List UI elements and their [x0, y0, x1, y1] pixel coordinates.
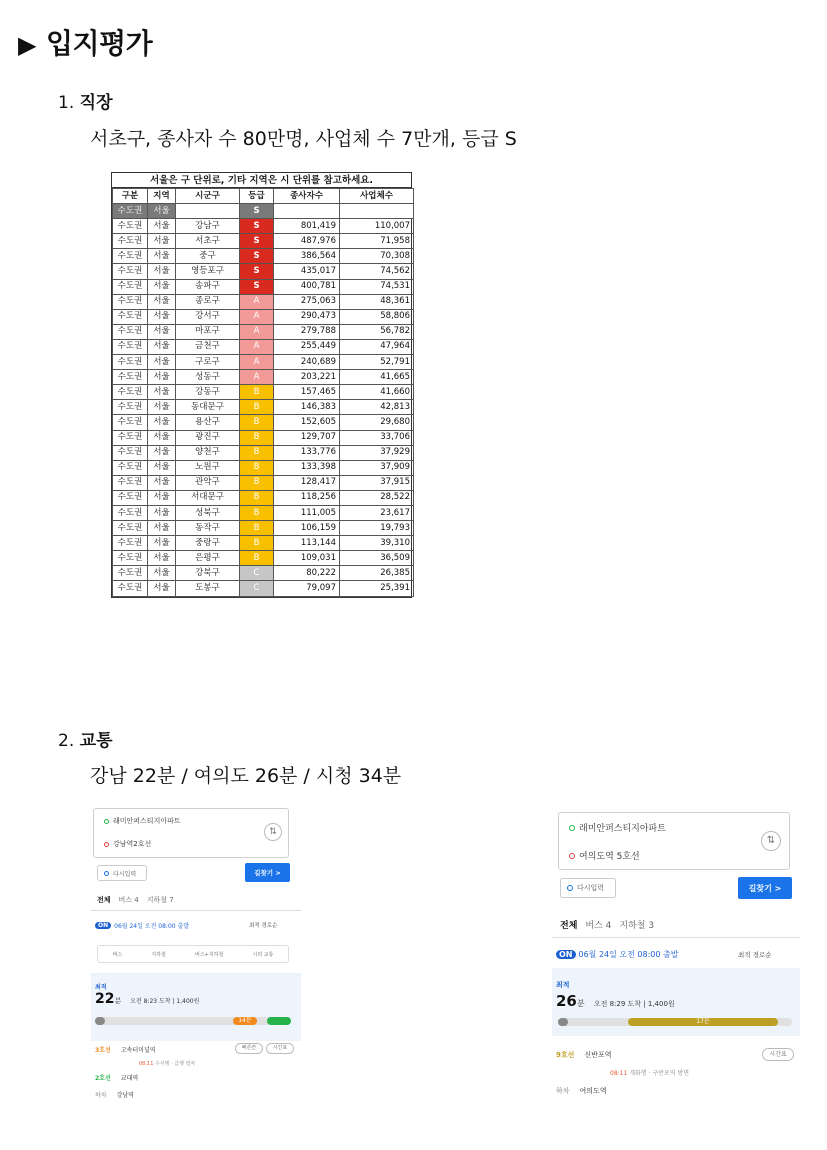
walk-segment: [558, 1018, 568, 1026]
table-cell: 수도권: [113, 400, 148, 415]
table-row: [113, 294, 414, 309]
table-cell: 수도권: [113, 219, 148, 234]
mode-intercity[interactable]: 시외 교통: [252, 951, 274, 958]
table-cell: 58,806: [340, 309, 414, 324]
table-row: [113, 324, 414, 339]
triangle-marker-icon: ▶: [18, 31, 36, 59]
table-cell: 서울: [148, 339, 176, 354]
table-cell: 수도권: [113, 324, 148, 339]
table-row: [113, 551, 414, 566]
tab-subway[interactable]: 지하철 3: [619, 921, 655, 931]
header-cell: 시군구: [176, 189, 240, 204]
departure-time[interactable]: ON 06월 24일 오전 08:00 출발: [556, 949, 678, 960]
table-cell: 양천구: [176, 445, 240, 460]
header-cell: 지역: [148, 189, 176, 204]
grade-cell: A: [240, 339, 274, 354]
header-cell: 등급: [240, 189, 274, 204]
table-cell: 서울: [148, 264, 176, 279]
find-route-button[interactable]: 길찾기 >: [245, 863, 290, 882]
table-cell: 금천구: [176, 339, 240, 354]
timeline-bar: [95, 1017, 291, 1025]
table-row: [113, 370, 414, 385]
table-cell: 113,144: [274, 536, 340, 551]
route-step: 하차 강남역: [95, 1092, 134, 1099]
table-cell: 성북구: [176, 505, 240, 520]
table-cell: 157,465: [274, 385, 340, 400]
route-step: 2호선 교대역: [95, 1075, 139, 1082]
table-cell: 영등포구: [176, 264, 240, 279]
ride-segment-2: [267, 1017, 291, 1025]
route-result[interactable]: [91, 973, 301, 1041]
table-cell: 수도권: [113, 521, 148, 536]
table-row: [113, 475, 414, 490]
route-result[interactable]: [552, 968, 800, 1036]
section2-body: 강남 22분 / 여의도 26분 / 시청 34분: [90, 765, 402, 787]
grade-cell: B: [240, 521, 274, 536]
ride-segment-9: 17분: [628, 1018, 778, 1026]
grade-cell: C: [240, 581, 274, 596]
table-cell: 서울: [148, 370, 176, 385]
destination-dot-icon: [569, 853, 575, 859]
table-cell: 서울: [148, 505, 176, 520]
route-tabs: [91, 895, 301, 911]
header-cell: 종사자수: [274, 189, 340, 204]
table-cell: 79,097: [274, 581, 340, 596]
route-input-box: [558, 812, 790, 870]
departure-time[interactable]: ON 06월 24일 오전 08:00 출발: [95, 921, 189, 930]
table-cell: 구로구: [176, 355, 240, 370]
table-row: [113, 249, 414, 264]
table-row: [113, 264, 414, 279]
table-cell: 487,976: [274, 234, 340, 249]
grade-cell: B: [240, 460, 274, 475]
table-cell: 수도권: [113, 445, 148, 460]
table-cell: 수도권: [113, 339, 148, 354]
table-cell: 동작구: [176, 521, 240, 536]
table-cell: 중구: [176, 249, 240, 264]
table-header-row: [113, 189, 414, 204]
table-cell: 종로구: [176, 294, 240, 309]
grade-cell: B: [240, 430, 274, 445]
grade-cell: B: [240, 445, 274, 460]
tab-all[interactable]: 전체: [97, 896, 111, 904]
grade-cell: S: [240, 234, 274, 249]
table-row: [113, 339, 414, 354]
table-cell: 106,159: [274, 521, 340, 536]
sort-select[interactable]: 최적 경로순: [249, 923, 278, 929]
table-cell: 23,617: [340, 505, 414, 520]
table-cell: 중랑구: [176, 536, 240, 551]
destination-field[interactable]: 여의도역 5호선: [569, 849, 640, 862]
table-cell: 41,665: [340, 370, 414, 385]
grade-cell: B: [240, 551, 274, 566]
grade-cell: B: [240, 400, 274, 415]
table-cell: 25,391: [340, 581, 414, 596]
table-cell: 39,310: [340, 536, 414, 551]
tab-bus[interactable]: 버스 4: [118, 896, 139, 904]
table-row: [113, 279, 414, 294]
table-cell: 서울: [148, 536, 176, 551]
destination-dot-icon: [104, 842, 109, 847]
best-label: 최적: [556, 981, 570, 989]
table-cell: 801,419: [274, 219, 340, 234]
table-cell: 수도권: [113, 204, 148, 219]
route-card-gangnam: [91, 805, 301, 1105]
table-cell: 서울: [148, 445, 176, 460]
table-cell: 강동구: [176, 385, 240, 400]
table-cell: 수도권: [113, 490, 148, 505]
table-row: [113, 400, 414, 415]
table-cell: 80,222: [274, 566, 340, 581]
table-cell: 수도권: [113, 355, 148, 370]
table-cell: 수도권: [113, 475, 148, 490]
table-cell: 240,689: [274, 355, 340, 370]
swap-icon[interactable]: ⇅: [264, 823, 282, 841]
table-cell: 152,605: [274, 415, 340, 430]
grade-cell: S: [240, 204, 274, 219]
employment-table: [111, 172, 412, 598]
grade-cell: B: [240, 415, 274, 430]
table-cell: 서울: [148, 415, 176, 430]
reset-button[interactable]: 다시입력: [97, 865, 147, 881]
mode-bus[interactable]: 버스: [112, 951, 123, 958]
table-cell: 송파구: [176, 279, 240, 294]
grade-cell: B: [240, 536, 274, 551]
table-cell: 109,031: [274, 551, 340, 566]
table-cell: 서초구: [176, 234, 240, 249]
table-cell: 128,417: [274, 475, 340, 490]
table-cell: 관악구: [176, 475, 240, 490]
table-cell: 은평구: [176, 551, 240, 566]
grade-cell: S: [240, 219, 274, 234]
table-cell: 19,793: [340, 521, 414, 536]
table-cell: 203,221: [274, 370, 340, 385]
table-row: [113, 536, 414, 551]
table-cell: 56,782: [340, 324, 414, 339]
fast-car-button[interactable]: 빠른칸: [235, 1043, 263, 1054]
table-cell: 서울: [148, 279, 176, 294]
route-card-yeouido: [552, 800, 800, 1102]
table-row: [113, 505, 414, 520]
destination-field[interactable]: 강남역2호선: [104, 839, 151, 849]
table-cell: 도봉구: [176, 581, 240, 596]
table-cell: 서울: [148, 294, 176, 309]
table-cell: 275,063: [274, 294, 340, 309]
timetable-button[interactable]: 시간표: [266, 1043, 294, 1054]
table-cell: 41,660: [340, 385, 414, 400]
section2-title: 2. 교통: [58, 731, 113, 751]
section1-body: 서초구, 종사자 수 80만명, 사업체 수 7만개, 등급 S: [90, 128, 517, 150]
table-cell: 71,958: [340, 234, 414, 249]
table-cell: 70,308: [340, 249, 414, 264]
tab-all[interactable]: 전체: [560, 921, 578, 931]
table-cell: 28,522: [340, 490, 414, 505]
region-row: [113, 204, 414, 219]
table-cell: 52,791: [340, 355, 414, 370]
table-cell: 수도권: [113, 279, 148, 294]
table-cell: 서울: [148, 475, 176, 490]
table-cell: 37,915: [340, 475, 414, 490]
grade-cell: S: [240, 249, 274, 264]
table-cell: 386,564: [274, 249, 340, 264]
table-cell: 수도권: [113, 370, 148, 385]
table-cell: 수도권: [113, 505, 148, 520]
grade-cell: A: [240, 309, 274, 324]
table-row: [113, 415, 414, 430]
table-cell: 111,005: [274, 505, 340, 520]
table-row: [113, 445, 414, 460]
table-cell: 서울: [148, 460, 176, 475]
table-row: [113, 219, 414, 234]
section1-title: 1. 직장: [58, 93, 113, 113]
sort-select[interactable]: 최적 경로순: [738, 951, 772, 959]
grade-cell: S: [240, 264, 274, 279]
table-cell: 146,383: [274, 400, 340, 415]
table-cell: [340, 204, 414, 219]
table-caption: 서울은 구 단위로, 기타 지역은 시 단위를 참고하세요.: [112, 173, 411, 188]
table-cell: 서울: [148, 521, 176, 536]
table-cell: 29,680: [340, 415, 414, 430]
table-cell: 수도권: [113, 536, 148, 551]
table-cell: 서울: [148, 490, 176, 505]
table-cell: 강남구: [176, 219, 240, 234]
table-cell: 용산구: [176, 415, 240, 430]
table-cell: 400,781: [274, 279, 340, 294]
table-cell: 서울: [148, 581, 176, 596]
grade-cell: A: [240, 294, 274, 309]
travel-time: 22분 오전 8:23 도착 | 1,400원: [95, 991, 200, 1007]
table-row: [113, 309, 414, 324]
tab-subway[interactable]: 지하철 7: [146, 896, 174, 904]
table-cell: 서울: [148, 355, 176, 370]
travel-time: 26분 오전 8:29 도착 | 1,400원: [556, 992, 675, 1010]
table-cell: 서울: [148, 324, 176, 339]
walk-segment: [95, 1017, 105, 1025]
reset-button[interactable]: 다시입력: [560, 878, 616, 898]
table-cell: 255,449: [274, 339, 340, 354]
origin-dot-icon: [569, 825, 575, 831]
table-cell: 110,007: [340, 219, 414, 234]
timeline-bar: [558, 1018, 792, 1026]
table-cell: 서울: [148, 309, 176, 324]
table-row: [113, 566, 414, 581]
table-cell: 수도권: [113, 430, 148, 445]
table-cell: 수도권: [113, 460, 148, 475]
swap-icon[interactable]: ⇅: [761, 831, 781, 851]
table-cell: 마포구: [176, 324, 240, 339]
tab-bus[interactable]: 버스 4: [585, 921, 612, 931]
table-cell: 노원구: [176, 460, 240, 475]
table-cell: 118,256: [274, 490, 340, 505]
table-cell: [176, 204, 240, 219]
table-cell: 수도권: [113, 294, 148, 309]
table-cell: 26,385: [340, 566, 414, 581]
reset-icon: [567, 885, 573, 891]
timetable-button[interactable]: 시간표: [762, 1048, 794, 1061]
table-cell: 42,813: [340, 400, 414, 415]
table-cell: 37,929: [340, 445, 414, 460]
table-cell: 수도권: [113, 249, 148, 264]
table-cell: 서울: [148, 400, 176, 415]
grade-cell: A: [240, 324, 274, 339]
grade-cell: B: [240, 475, 274, 490]
table-row: [113, 234, 414, 249]
table-cell: 동대문구: [176, 400, 240, 415]
on-badge: ON: [95, 922, 111, 929]
table-cell: 33,706: [340, 430, 414, 445]
table-cell: 수도권: [113, 309, 148, 324]
table-cell: 수도권: [113, 234, 148, 249]
origin-dot-icon: [104, 819, 109, 824]
table-row: [113, 430, 414, 445]
table-cell: 279,788: [274, 324, 340, 339]
on-badge: ON: [556, 950, 576, 959]
table-cell: 129,707: [274, 430, 340, 445]
table-cell: 수도권: [113, 581, 148, 596]
grade-cell: A: [240, 355, 274, 370]
table-cell: 서울: [148, 249, 176, 264]
route-tabs: [552, 918, 800, 938]
table-cell: 서울: [148, 566, 176, 581]
table-row: [113, 460, 414, 475]
table-row: [113, 355, 414, 370]
best-label: 최적: [95, 984, 107, 991]
table-row: [113, 385, 414, 400]
table-cell: 광진구: [176, 430, 240, 445]
grade-cell: B: [240, 490, 274, 505]
grade-cell: A: [240, 370, 274, 385]
table-cell: 435,017: [274, 264, 340, 279]
table-row: [113, 581, 414, 596]
table-cell: 서울: [148, 219, 176, 234]
table-cell: 수도권: [113, 385, 148, 400]
train-info: 08:11 수서행 · 급행 열차: [139, 1061, 196, 1067]
table-cell: 수도권: [113, 566, 148, 581]
grade-cell: B: [240, 385, 274, 400]
table-row: [113, 490, 414, 505]
table-cell: 48,361: [340, 294, 414, 309]
ride-segment-3: 14분: [233, 1017, 257, 1025]
reset-icon: [104, 871, 109, 876]
find-route-button[interactable]: 길찾기 >: [738, 877, 792, 899]
grade-cell: C: [240, 566, 274, 581]
table-cell: 강북구: [176, 566, 240, 581]
table-cell: 서울: [148, 551, 176, 566]
header-cell: 구분: [113, 189, 148, 204]
train-info: 08:11 개화행 · 구반포역 방면: [610, 1070, 690, 1077]
route-step: 하차 여의도역: [556, 1087, 607, 1095]
route-input-box: [93, 808, 289, 858]
table-cell: 서울: [148, 204, 176, 219]
main-heading-text: 입지평가: [45, 27, 153, 60]
table-cell: 36,509: [340, 551, 414, 566]
table-row: [113, 521, 414, 536]
mode-filter: [97, 945, 289, 963]
table-cell: 성동구: [176, 370, 240, 385]
header-cell: 사업체수: [340, 189, 414, 204]
table-cell: 133,776: [274, 445, 340, 460]
table-cell: 서울: [148, 234, 176, 249]
table-cell: 서울: [148, 385, 176, 400]
table-cell: 강서구: [176, 309, 240, 324]
main-heading: [18, 22, 152, 62]
origin-field[interactable]: 래미안퍼스티지아파트: [569, 821, 666, 834]
table-cell: 290,473: [274, 309, 340, 324]
table-cell: 37,909: [340, 460, 414, 475]
table-cell: 74,562: [340, 264, 414, 279]
table-cell: 47,964: [340, 339, 414, 354]
table-cell: 수도권: [113, 415, 148, 430]
table-cell: [274, 204, 340, 219]
table-cell: 133,398: [274, 460, 340, 475]
route-step: 3호선 고속터미널역: [95, 1047, 156, 1054]
grade-cell: S: [240, 279, 274, 294]
table-cell: 수도권: [113, 264, 148, 279]
table-cell: 수도권: [113, 551, 148, 566]
table-cell: 서대문구: [176, 490, 240, 505]
grade-cell: B: [240, 505, 274, 520]
mode-bus-subway[interactable]: 버스+지하철: [195, 951, 224, 958]
origin-field[interactable]: 래미안퍼스티지아파트: [104, 816, 181, 826]
table-cell: 74,531: [340, 279, 414, 294]
mode-subway[interactable]: 지하철: [151, 951, 166, 958]
route-step: 9호선 신반포역: [556, 1051, 612, 1059]
table-cell: 서울: [148, 430, 176, 445]
